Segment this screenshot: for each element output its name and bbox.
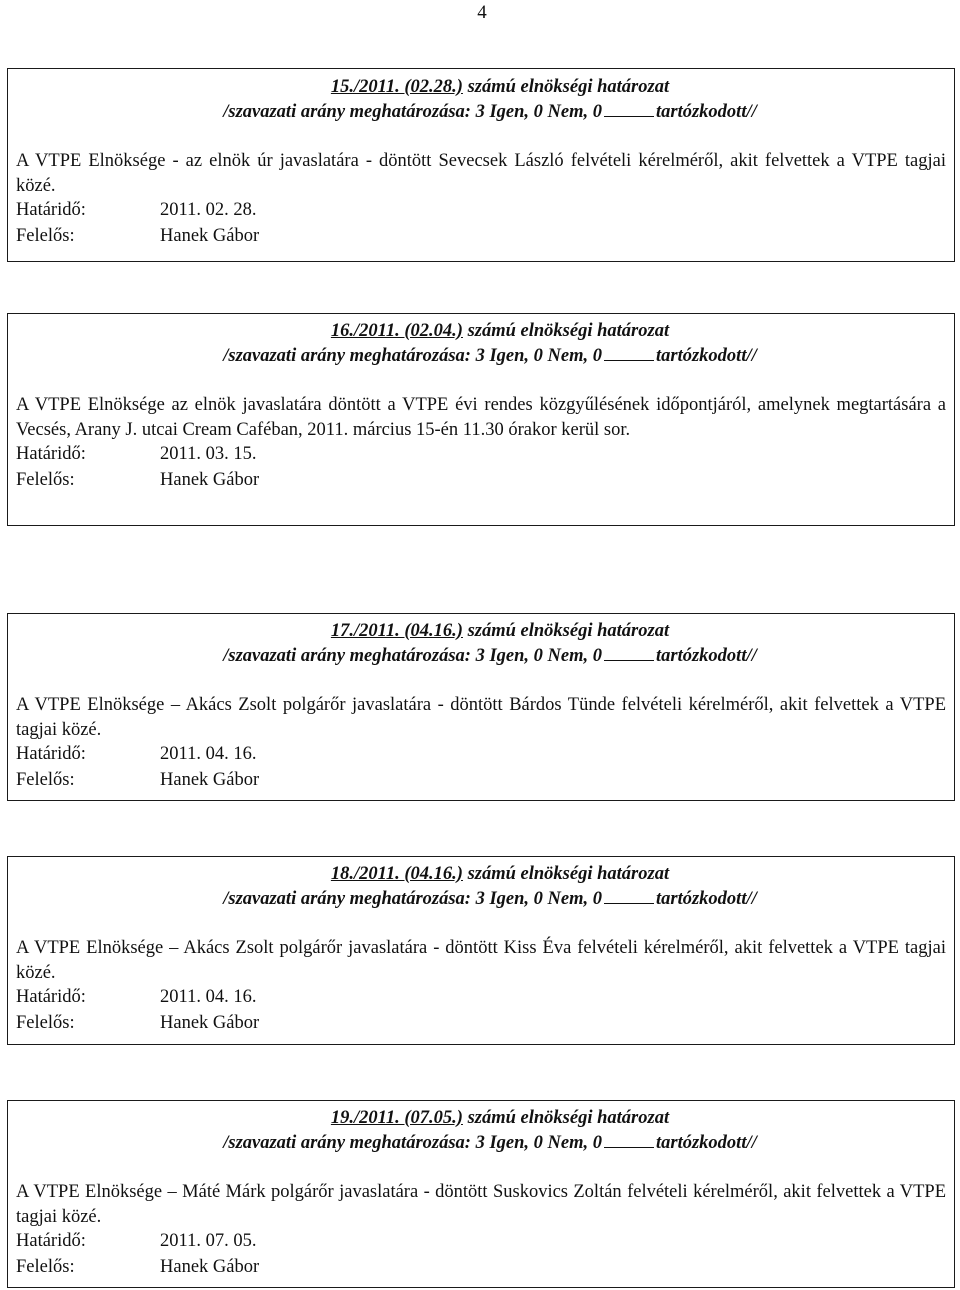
resolution-box bbox=[7, 313, 955, 526]
responsible-value: Hanek Gábor bbox=[160, 1012, 260, 1033]
resolution-box bbox=[7, 613, 955, 801]
deadline-label: Határidő: bbox=[16, 744, 86, 764]
responsible-value: Hanek Gábor bbox=[160, 469, 260, 490]
vote-ratio-text: /szavazati arány meghatározása: 3 Igen, 0 Nem, 0 bbox=[223, 889, 602, 909]
resolution-number: 16./2011. (02.04.) bbox=[330, 321, 463, 341]
resolution-title-text: számú elnökségi határozat bbox=[462, 864, 670, 884]
deadline-label: Határidő: bbox=[16, 987, 86, 1007]
resolution-number: 19./2011. (07.05.) bbox=[330, 1108, 463, 1128]
deadline-value: 2011. 04. 16. bbox=[160, 987, 257, 1007]
resolution-title bbox=[16, 619, 946, 644]
responsible-label: Felelős: bbox=[16, 1256, 75, 1277]
responsible-label: Felelős: bbox=[16, 469, 75, 490]
vote-ratio bbox=[16, 1131, 946, 1156]
resolution-body: A VTPE Elnöksége – Akács Zsolt polgárőr javaslatára - döntött Bárdos Tünde felvételi kérelméről, akit felvettek a VTPE tagjai közé. bbox=[16, 695, 946, 740]
resolution-title-text: számú elnökségi határozat bbox=[462, 321, 670, 341]
resolution-box bbox=[7, 1100, 955, 1288]
resolution-number: 18./2011. (04.16.) bbox=[330, 864, 463, 884]
deadline-row bbox=[16, 985, 946, 1011]
page-number: 4 bbox=[477, 2, 487, 23]
deadline-row bbox=[16, 742, 946, 768]
vote-ratio bbox=[16, 887, 946, 912]
resolution-title-text: számú elnökségi határozat bbox=[462, 77, 670, 97]
vote-ratio-text: /szavazati arány meghatározása: 3 Igen, 0 Nem, 0 bbox=[223, 102, 602, 122]
resolution-body: A VTPE Elnöksége – Máté Márk polgárőr javaslatára - döntött Suskovics Zoltán felvételi kérelméről, akit felvettek a VTPE tagjai közé. bbox=[16, 1182, 946, 1227]
resolution-title bbox=[16, 1106, 946, 1131]
responsible-value: Hanek Gábor bbox=[160, 225, 260, 246]
responsible-label: Felelős: bbox=[16, 1012, 75, 1033]
resolution-title bbox=[16, 862, 946, 887]
vote-ratio-text: /szavazati arány meghatározása: 3 Igen, 0 Nem, 0 bbox=[223, 646, 602, 666]
vote-abstain-text: tartózkodott// bbox=[656, 346, 757, 366]
resolution-number: 15./2011. (02.28.) bbox=[330, 77, 463, 97]
responsible-row bbox=[16, 468, 946, 494]
deadline-label: Határidő: bbox=[16, 444, 86, 464]
resolution-title-text: számú elnökségi határozat bbox=[462, 1108, 670, 1128]
vote-abstain-text: tartózkodott// bbox=[656, 889, 757, 909]
vote-abstain-text: tartózkodott// bbox=[656, 102, 757, 122]
resolution-title bbox=[16, 319, 946, 344]
resolution-body: A VTPE Elnöksége az elnök javaslatára döntött a VTPE évi rendes közgyűlésének időpontjáról, amelynek megtartására a Vecsés, Arany J. utcai Cream Caféban, 2011. március 15-én 11.30 órakor kerül sor. bbox=[16, 395, 946, 440]
resolution-box bbox=[7, 68, 955, 262]
vote-ratio-text: /szavazati arány meghatározása: 3 Igen, 0 Nem, 0 bbox=[223, 346, 602, 366]
responsible-row bbox=[16, 1011, 946, 1037]
vote-ratio bbox=[16, 344, 946, 369]
resolution-title-text: számú elnökségi határozat bbox=[462, 621, 670, 641]
deadline-label: Határidő: bbox=[16, 1231, 86, 1251]
resolution-body: A VTPE Elnöksége - az elnök úr javaslatára - döntött Sevecsek László felvételi kérelméről, akit felvettek a VTPE tagjai közé. bbox=[16, 151, 946, 196]
vote-abstain-text: tartózkodott// bbox=[656, 1133, 757, 1153]
vote-ratio bbox=[16, 644, 946, 669]
vote-abstain-text: tartózkodott// bbox=[656, 646, 757, 666]
vote-ratio-text: /szavazati arány meghatározása: 3 Igen, 0 Nem, 0 bbox=[223, 1133, 602, 1153]
deadline-value: 2011. 04. 16. bbox=[160, 744, 257, 764]
deadline-value: 2011. 07. 05. bbox=[160, 1231, 257, 1251]
deadline-value: 2011. 03. 15. bbox=[160, 444, 257, 464]
resolution-body: A VTPE Elnöksége – Akács Zsolt polgárőr javaslatára - döntött Kiss Éva felvételi kérelméről, akit felvettek a VTPE tagjai közé. bbox=[16, 938, 946, 983]
resolution-number: 17./2011. (04.16.) bbox=[330, 621, 463, 641]
responsible-row bbox=[16, 224, 946, 250]
responsible-label: Felelős: bbox=[16, 225, 75, 246]
deadline-row bbox=[16, 1229, 946, 1255]
responsible-label: Felelős: bbox=[16, 769, 75, 790]
vote-ratio bbox=[16, 100, 946, 125]
deadline-value: 2011. 02. 28. bbox=[160, 200, 257, 220]
resolution-box bbox=[7, 856, 955, 1045]
responsible-row bbox=[16, 1255, 946, 1281]
responsible-value: Hanek Gábor bbox=[160, 1256, 260, 1277]
deadline-label: Határidő: bbox=[16, 200, 86, 220]
resolution-title bbox=[16, 75, 946, 100]
deadline-row bbox=[16, 442, 946, 468]
responsible-row bbox=[16, 768, 946, 794]
responsible-value: Hanek Gábor bbox=[160, 769, 260, 790]
deadline-row bbox=[16, 198, 946, 224]
